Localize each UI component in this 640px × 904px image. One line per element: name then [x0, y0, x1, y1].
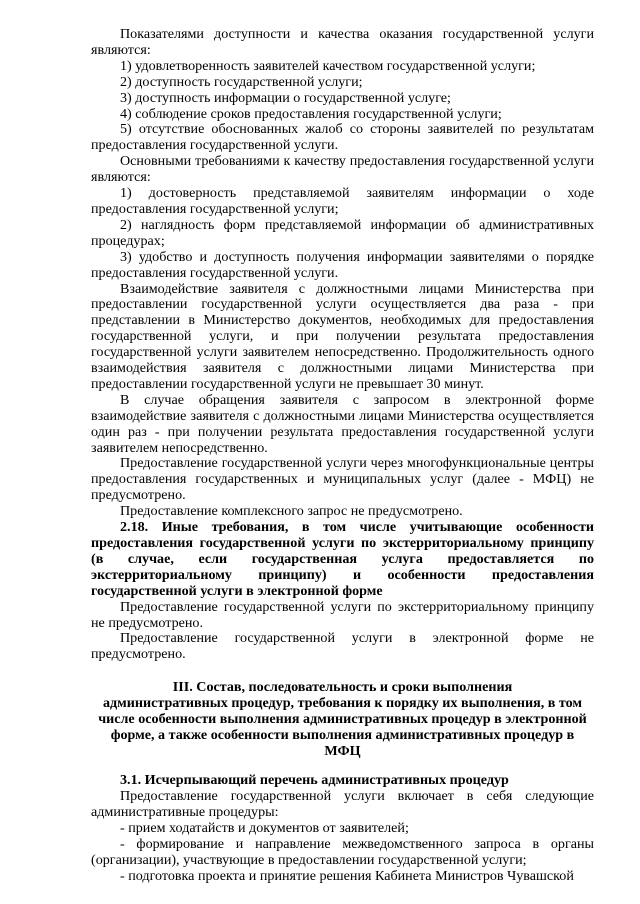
paragraph-complex-request: Предоставление комплексного запрос не предусмотрено.	[120, 503, 463, 520]
list-item-information-access: 3) доступность информации о государственной услуге;	[120, 89, 451, 106]
paragraph-availability-indicators: Показателями доступности и качества оказания государственной услуги являются:	[91, 26, 594, 58]
spacer	[91, 759, 594, 773]
spacer	[91, 663, 594, 679]
chapter-heading-line: форме, а также особенности выполнения административных процедур в МФЦ	[110, 727, 575, 760]
list-item-no-complaints: 5) отсутствие обоснованных жалоб со стороны заявителей по результатам предоставления государственной услуги.	[91, 121, 594, 154]
paragraph-procedures-intro: Предоставление государственной услуги включает в себя следующие административные процедуры:	[91, 788, 594, 821]
paragraph-quality-requirements: Основными требованиями к качеству предоставления государственной услуги являются:	[91, 153, 594, 186]
list-item-reliability: 1) достоверность представляемой заявителям информации о ходе предоставления государственной услуги;	[91, 185, 594, 217]
list-item-accessibility: 2) доступность государственной услуги;	[120, 73, 363, 90]
list-item-decision: - подготовка проекта и принятие решения Кабинета Министров Чувашской	[120, 867, 574, 884]
chapter-heading-line: III. Состав, последовательность и сроки выполнения	[172, 679, 513, 696]
paragraph-mfc: Предоставление государственной услуги через многофункциональные центры предоставления государственных и муниципальных услуг (далее - МФЦ) не предусмотрено.	[91, 455, 594, 504]
list-item-convenience: 3) удобство и доступность получения информации заявителями о порядке предоставления государственной услуги.	[91, 248, 594, 281]
list-item-deadlines: 4) соблюдение сроков предоставления государственной услуги;	[120, 105, 502, 122]
chapter-heading-line: административных процедур, требования к порядку их выполнения, в том	[102, 695, 583, 712]
list-item-clarity: 2) наглядность форм представляемой информации об административных процедурах;	[91, 216, 594, 249]
chapter-heading-line: числе особенности выполнения административных процедур в электронной	[98, 711, 587, 728]
paragraph-extraterritorial: Предоставление государственной услуги по экстерриториальному принципу не предусмотрено.	[91, 598, 594, 631]
list-item-reception: - прием ходатайств и документов от заявителей;	[120, 819, 409, 836]
list-item-satisfaction: 1) удовлетворенность заявителей качеством государственной услуги;	[120, 57, 536, 74]
paragraph-electronic-request: В случае обращения заявителя с запросом в электронной форме взаимодействие заявителя с должностными лицами Министерства осуществляется один раз - при получении результата предоставления государственной услуги заявителем непосредственно.	[91, 391, 594, 456]
section-heading-2-18: 2.18. Иные требования, в том числе учитывающие особенности предоставления государственной услуги по экстерриториальному принципу (в случае, если государственная услуга предоставляется по экстерриториальному принципу) и особенности предоставления государственной услуги в электронной форме	[91, 519, 594, 599]
list-item-interagency-request: - формирование и направление межведомственного запроса в органы (организации), участвующие в предоставлении государственной услуги;	[91, 835, 594, 868]
chapter-heading-iii	[91, 679, 594, 759]
paragraph-interaction: Взаимодействие заявителя с должностными лицами Министерства при предоставлении государственной услуги осуществляется два раза - при представлении в Министерство документов, необходимых для предоставления государственной услуги, и при получении результата предоставления государственной услуги заявителем непосредственно. Продолжительность одного взаимодействия заявителя с должностными лицами Министерства при предоставлении государственной услуги не превышает 30 минут.	[91, 280, 594, 392]
paragraph-electronic-form: Предоставление государственной услуги в электронной форме не предусмотрено.	[91, 630, 594, 663]
section-heading-3-1: 3.1. Исчерпывающий перечень административных процедур	[120, 772, 509, 789]
